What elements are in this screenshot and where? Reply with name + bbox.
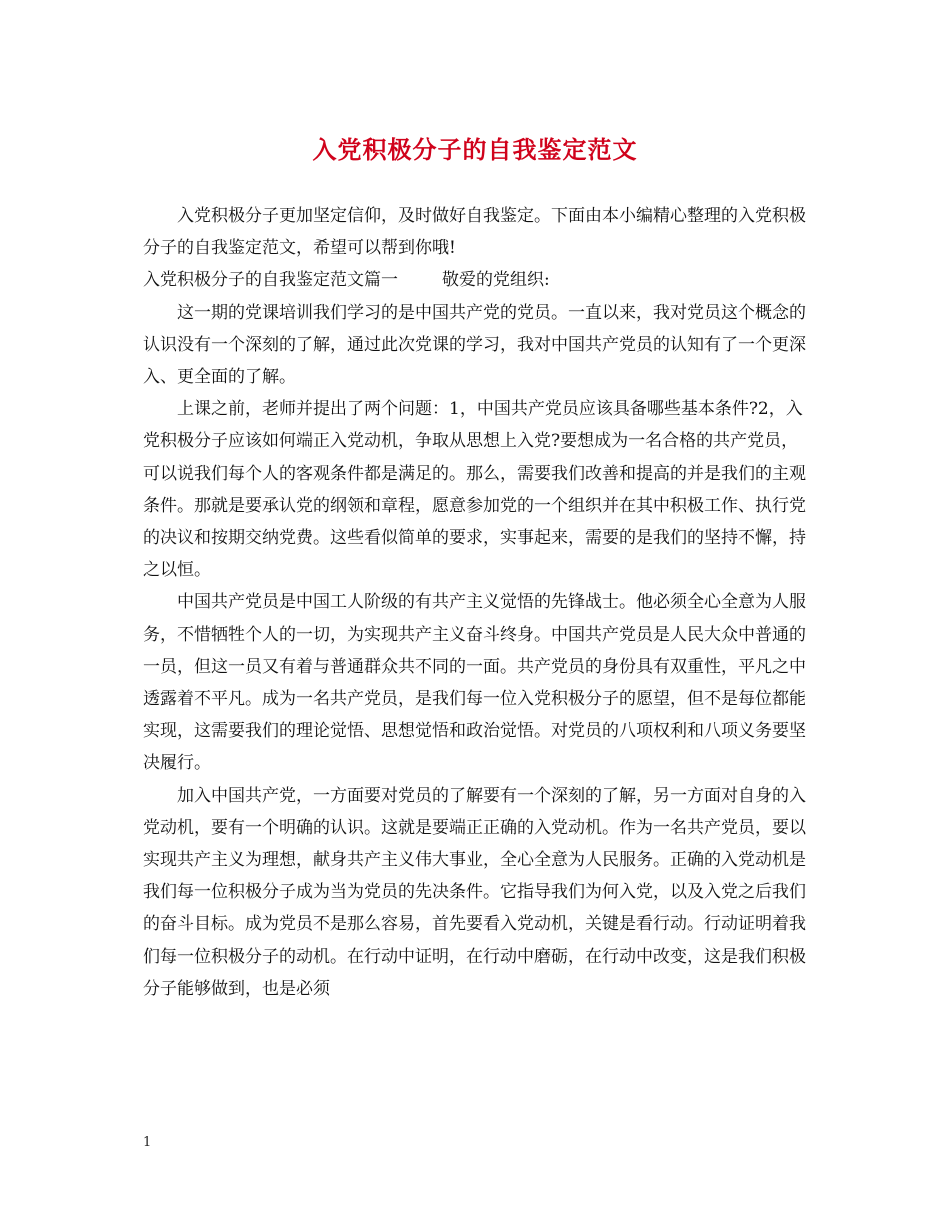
document-title: 入党积极分子的自我鉴定范文 [312, 135, 638, 164]
body-paragraph-1: 这一期的党课培训我们学习的是中国共产党的党员。一直以来，我对党员这个概念的认识没有一个深刻的了解，通过此次党课的学习，我对中国共产党员的认知有了一个更深入、更全面的了解。 [143, 302, 806, 388]
intro-paragraph: 入党积极分子更加坚定信仰，及时做好自我鉴定。下面由本小编精心整理的入党积极分子的自我鉴定范文，希望可以帮到你哦! [143, 206, 806, 259]
page-number: 1 [143, 1135, 152, 1150]
document-body [143, 200, 813, 1005]
salutation: 敬爱的党组织: [442, 270, 550, 291]
section-heading: 入党积极分子的自我鉴定范文篇一 [143, 270, 398, 291]
section-heading-line [143, 264, 813, 296]
body-paragraph-4: 加入中国共产党，一方面要对党员的了解要有一个深刻的了解，另一方面对自身的入党动机，要有一个明确的认识。这就是要端正正确的入党动机。作为一名共产党员，要以实现共产主义为理想，献身共产主义伟大事业，全心全意为人民服务。正确的入党动机是我们每一位积极分子成为当为党员的先决条件。它指导我们为何入党，以及入党之后我们的奋斗目标。成为党员不是那么容易，首先要看入党动机，关键是看行动。行动证明着我们每一位积极分子的动机。在行动中证明，在行动中磨砺，在行动中改变，这是我们积极分子能够做到，也是必须 [143, 785, 806, 999]
body-paragraph-3: 中国共产党员是中国工人阶级的有共产主义觉悟的先锋战士。他必须全心全意为人服务，不惜牺牲个人的一切，为实现共产主义奋斗终身。中国共产党员是人民大众中普通的一员，但这一员又有着与普通群众共不同的一面。共产党员的身份具有双重性，平凡之中透露着不平凡。成为一名共产党员，是我们每一位入党积极分子的愿望，但不是每位都能实现，这需要我们的理论觉悟、思想觉悟和政治觉悟。对党员的八项权利和八项义务要坚决履行。 [143, 592, 806, 774]
body-paragraph-2: 上课之前，老师并提出了两个问题：1，中国共产党员应该具备哪些基本条件?2，入党积极分子应该如何端正入党动机，争取从思想上入党?要想成为一名合格的共产党员，可以说我们每个人的客观条件都是满足的。那么，需要我们改善和提高的并是我们的主观条件。那就是要承认党的纲领和章程，愿意参加党的一个组织并在其中积极工作、执行党的决议和按期交纳党费。这些看似简单的要求，实事起来，需要的是我们的坚持不懈，持之以恒。 [143, 399, 806, 581]
